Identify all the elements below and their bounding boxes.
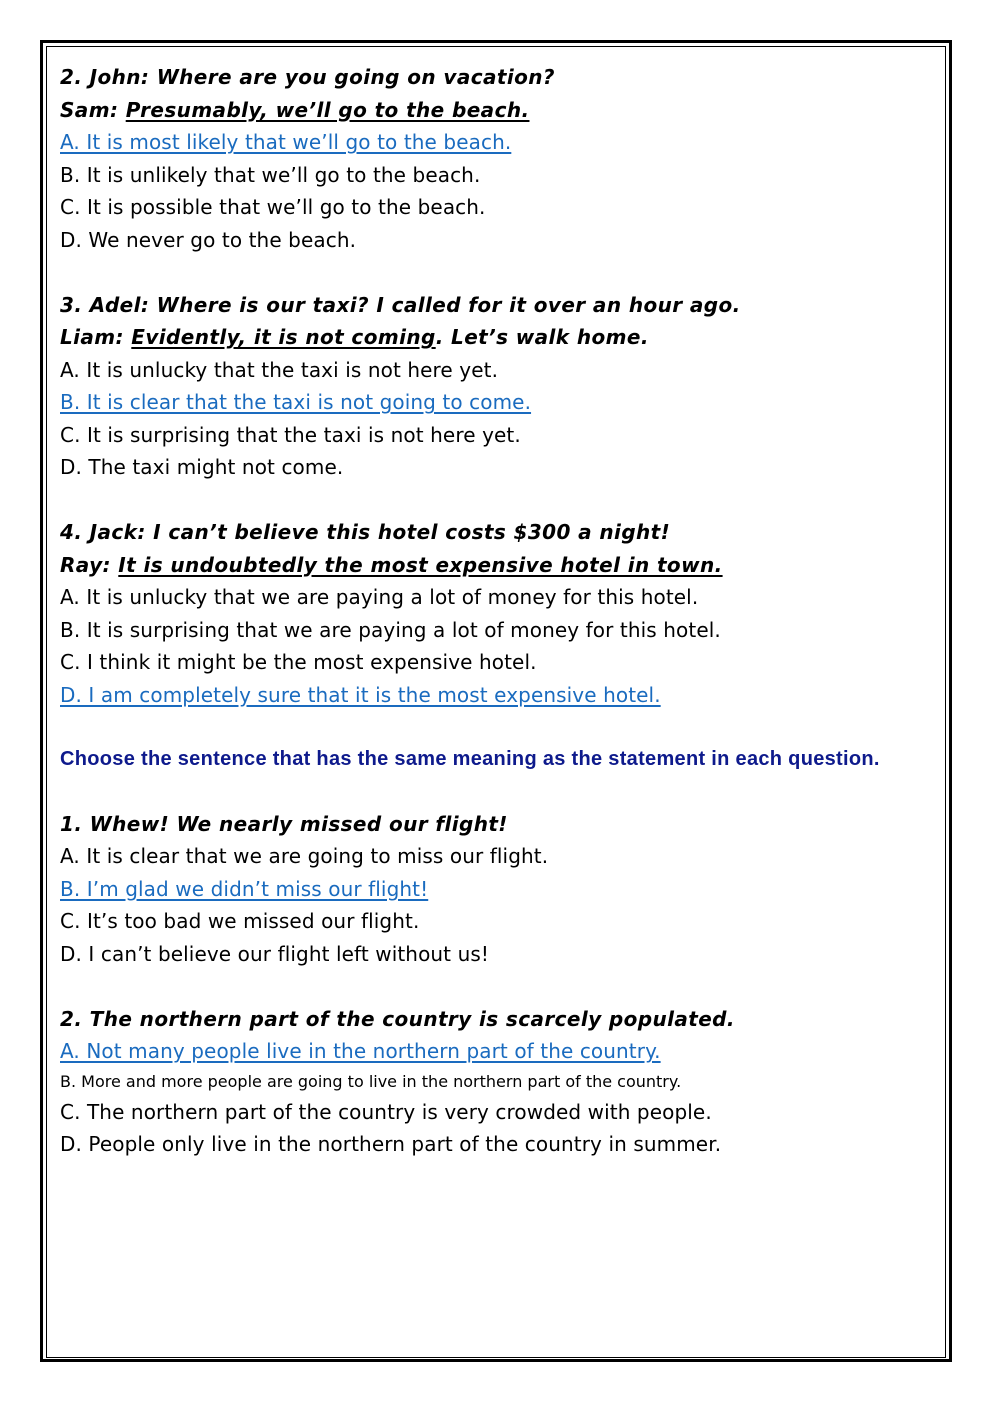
underlined-statement: It is undoubtedly the most expensive hotel in town. (118, 552, 723, 577)
statement-question-2-stem: 2. The northern part of the country is scarcely populated. (60, 1006, 735, 1031)
statement-question-2 (60, 1003, 930, 1161)
question-3-line-1: 3. Adel: Where is our taxi? I called for it over an hour ago. (60, 292, 741, 317)
underlined-statement: Evidently, it is not coming (131, 325, 436, 349)
question-2-line-2 (60, 94, 930, 127)
speaker-label: Liam: (60, 325, 132, 349)
question-2-option-c: C. It is possible that we’ll go to the beach. (60, 195, 486, 219)
question-3-option-c: C. It is surprising that the taxi is not here yet. (60, 422, 521, 447)
question-4-line-2 (60, 549, 930, 582)
question-2-option-b: B. It is unlikely that we’ll go to the beach. (60, 162, 481, 187)
statement-question-2-option-c: C. The northern part of the country is very crowded with people. (60, 1099, 712, 1124)
question-4-dialogue (60, 516, 930, 711)
question-3-option-a: A. It is unlucky that the taxi is not here yet. (60, 357, 499, 382)
question-3-option-d: D. The taxi might not come. (60, 455, 344, 479)
question-4-option-d: D. I am completely sure that it is the most expensive hotel. (60, 682, 661, 707)
statement-question-1-option-c: C. It’s too bad we missed our flight. (60, 909, 420, 933)
question-3-option-b: B. It is clear that the taxi is not going to come. (60, 390, 532, 414)
statement-question-2-option-d: D. People only live in the northern part of the country in summer. (60, 1132, 722, 1156)
question-4-option-b: B. It is surprising that we are paying a lot of money for this hotel. (60, 617, 721, 642)
question-2-dialogue (60, 61, 930, 256)
underlined-statement: Presumably, we’ll go to the beach. (125, 97, 530, 122)
statement-question-1-option-d: D. I can’t believe our flight left without us! (60, 941, 489, 966)
statement-question-1-option-a: A. It is clear that we are going to miss our flight. (60, 844, 549, 868)
worksheet-content (60, 61, 930, 1161)
question-2-option-a: A. It is most likely that we’ll go to the beach. (60, 130, 512, 154)
question-4-option-a: A. It is unlucky that we are paying a lot of money for this hotel. (60, 585, 699, 609)
statement-question-1-option-b: B. I’m glad we didn’t miss our flight! (60, 876, 429, 901)
spacer (60, 774, 930, 808)
statement-question-2-option-b: B. More and more people are going to live in the northern part of the country. (60, 1071, 682, 1091)
speaker-label: Sam: (60, 97, 126, 122)
question-4-line-1: 4. Jack: I can’t believe this hotel costs $300 a night! (60, 520, 671, 544)
statement-question-2-option-a: A. Not many people live in the northern part of the country. (60, 1039, 661, 1063)
question-4-option-c: C. I think it might be the most expensive hotel. (60, 650, 537, 674)
statement-question-1-stem: 1. Whew! We nearly missed our flight! (60, 811, 508, 836)
question-3-line-2 (60, 321, 930, 354)
spacer (60, 711, 930, 744)
speaker-label: Ray: (60, 552, 119, 577)
spacer (60, 256, 930, 289)
spacer (60, 484, 930, 517)
spacer (60, 970, 930, 1003)
question-2-line-1: 2. John: Where are you going on vacation? (60, 65, 555, 89)
question-2-option-d: D. We never go to the beach. (60, 227, 357, 252)
section-instruction: Choose the sentence that has the same meaning as the statement in each question. (60, 747, 880, 770)
statement-question-1 (60, 808, 930, 971)
statement-suffix: . Let’s walk home. (435, 325, 649, 349)
question-3-dialogue (60, 289, 930, 484)
